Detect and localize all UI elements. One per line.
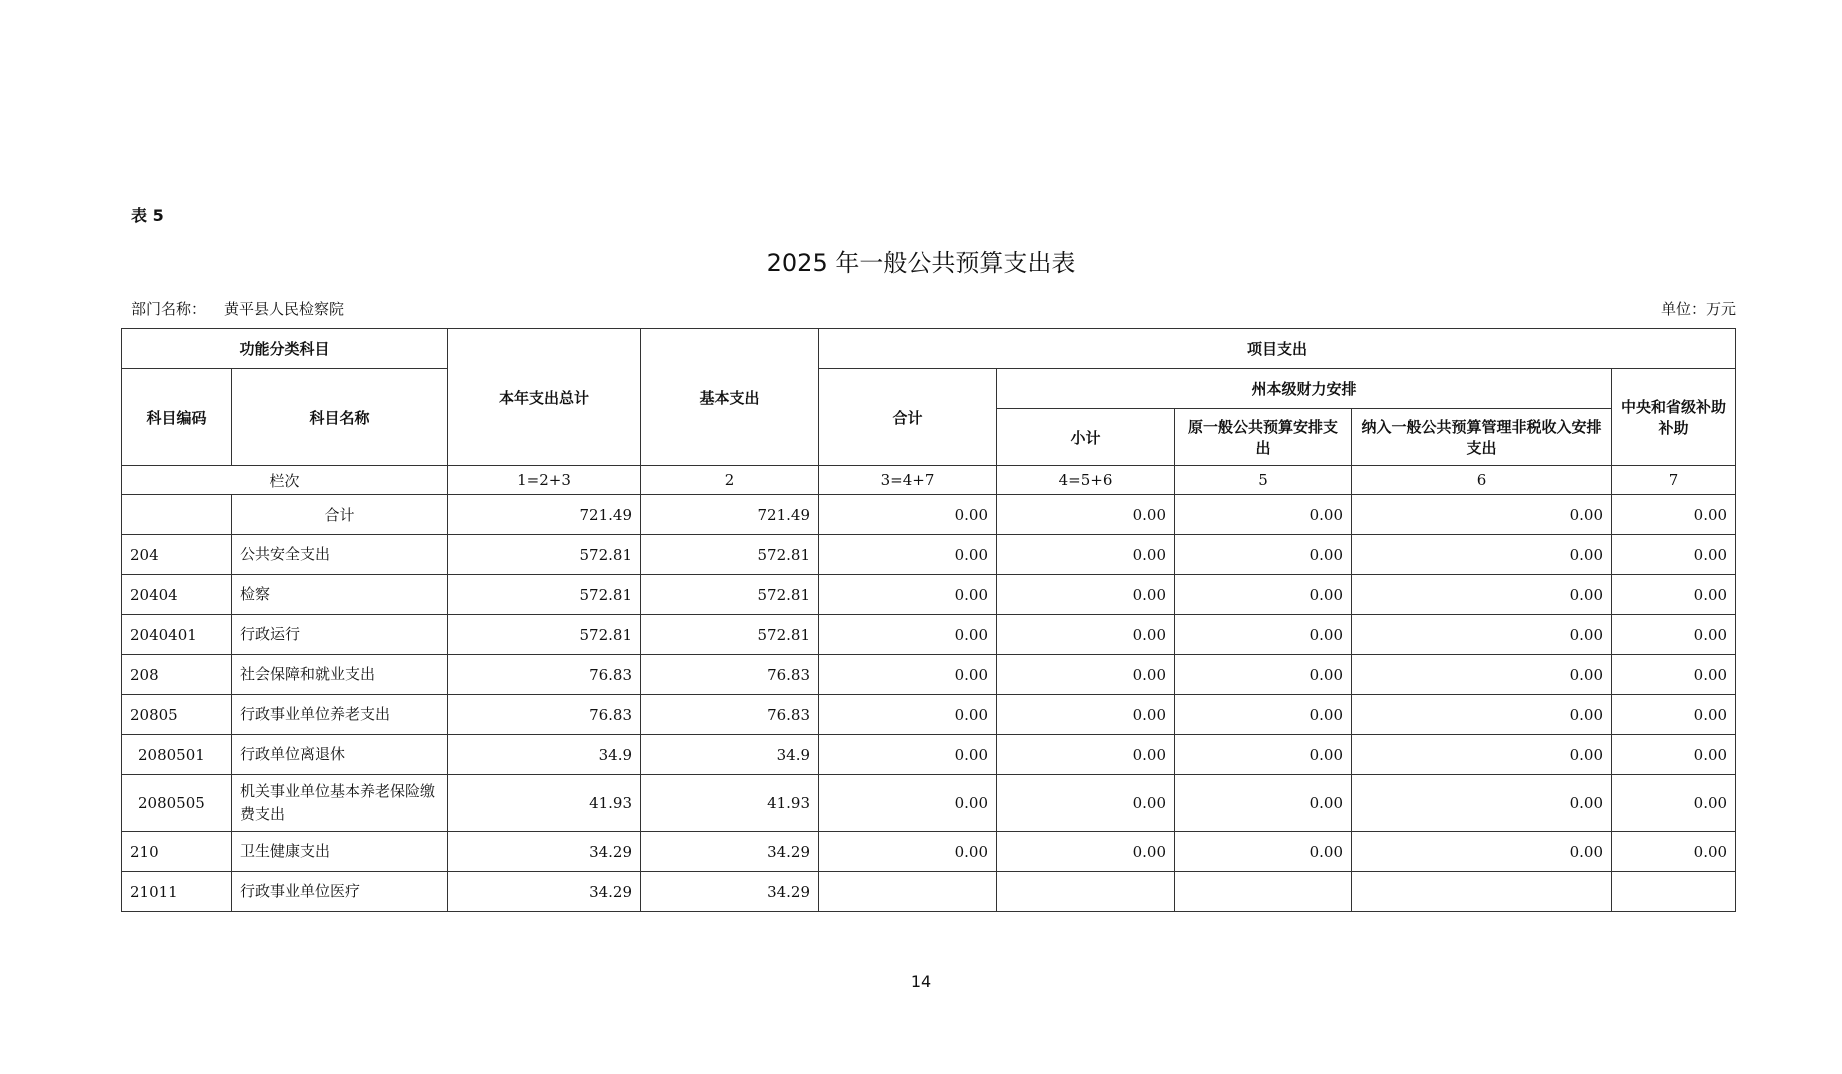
cell-central: 0.00 [1612, 832, 1736, 872]
cell-project-total: 0.00 [819, 695, 997, 735]
cell-project-total: 0.00 [819, 832, 997, 872]
cell-central: 0.00 [1612, 615, 1736, 655]
cell-total: 76.83 [448, 655, 641, 695]
cell-original: 0.00 [1175, 495, 1352, 535]
column-number: 1=2+3 [448, 466, 641, 495]
cell-code: 2040401 [122, 615, 232, 655]
cell-nontax: 0.00 [1352, 495, 1612, 535]
cell-name: 合计 [232, 495, 448, 535]
cell-project-total: 0.00 [819, 735, 997, 775]
header-project-total: 合计 [819, 369, 997, 466]
cell-total: 34.29 [448, 872, 641, 912]
cell-basic: 572.81 [641, 535, 819, 575]
cell-central: 0.00 [1612, 495, 1736, 535]
cell-central [1612, 872, 1736, 912]
header-subtotal: 小计 [997, 409, 1175, 466]
cell-central: 0.00 [1612, 735, 1736, 775]
cell-central: 0.00 [1612, 575, 1736, 615]
cell-code: 2080501 [122, 735, 232, 775]
cell-nontax: 0.00 [1352, 735, 1612, 775]
cell-subtotal: 0.00 [997, 615, 1175, 655]
header-functional-class: 功能分类科目 [122, 329, 448, 369]
table-row [122, 655, 1736, 695]
cell-nontax: 0.00 [1352, 775, 1612, 832]
page-title: 2025 年一般公共预算支出表 [766, 249, 1076, 277]
cell-central: 0.00 [1612, 695, 1736, 735]
cell-project-total: 0.00 [819, 775, 997, 832]
table-row [122, 615, 1736, 655]
cell-basic: 41.93 [641, 775, 819, 832]
table-row [122, 535, 1736, 575]
cell-subtotal: 0.00 [997, 535, 1175, 575]
cell-project-total: 0.00 [819, 495, 997, 535]
cell-total: 41.93 [448, 775, 641, 832]
page-number: 14 [910, 972, 932, 991]
header-name: 科目名称 [232, 369, 448, 466]
header-original: 原一般公共预算安排支出 [1175, 409, 1352, 466]
cell-basic: 572.81 [641, 615, 819, 655]
cell-basic: 34.29 [641, 832, 819, 872]
header-project: 项目支出 [819, 329, 1736, 369]
cell-name: 检察 [232, 575, 448, 615]
cell-code: 20805 [122, 695, 232, 735]
table-row [122, 775, 1736, 832]
cell-original: 0.00 [1175, 695, 1352, 735]
cell-nontax: 0.00 [1352, 615, 1612, 655]
table-row-total [122, 495, 1736, 535]
table-row [122, 872, 1736, 912]
department-line [131, 298, 344, 319]
cell-basic: 34.9 [641, 735, 819, 775]
table-row [122, 832, 1736, 872]
cell-original [1175, 872, 1352, 912]
table-row [122, 735, 1736, 775]
column-number: 7 [1612, 466, 1736, 495]
cell-total: 572.81 [448, 535, 641, 575]
cell-name: 卫生健康支出 [232, 832, 448, 872]
cell-total: 721.49 [448, 495, 641, 535]
cell-central: 0.00 [1612, 655, 1736, 695]
cell-nontax: 0.00 [1352, 535, 1612, 575]
cell-subtotal: 0.00 [997, 495, 1175, 535]
table-row [122, 575, 1736, 615]
header-nontax: 纳入一般公共预算管理非税收入安排支出 [1352, 409, 1612, 466]
cell-total: 572.81 [448, 615, 641, 655]
column-number: 4=5+6 [997, 466, 1175, 495]
cell-subtotal: 0.00 [997, 775, 1175, 832]
cell-total: 572.81 [448, 575, 641, 615]
cell-subtotal: 0.00 [997, 575, 1175, 615]
column-number: 3=4+7 [819, 466, 997, 495]
cell-project-total: 0.00 [819, 575, 997, 615]
cell-code: 210 [122, 832, 232, 872]
department-name: 黄平县人民检察院 [224, 300, 345, 318]
cell-name: 机关事业单位基本养老保险缴费支出 [232, 775, 448, 832]
cell-total: 76.83 [448, 695, 641, 735]
cell-basic: 721.49 [641, 495, 819, 535]
cell-name: 行政单位离退休 [232, 735, 448, 775]
cell-project-total: 0.00 [819, 615, 997, 655]
cell-original: 0.00 [1175, 535, 1352, 575]
cell-subtotal: 0.00 [997, 695, 1175, 735]
cell-original: 0.00 [1175, 655, 1352, 695]
table-label: 表 5 [131, 206, 164, 225]
cell-code: 20404 [122, 575, 232, 615]
cell-central: 0.00 [1612, 535, 1736, 575]
cell-project-total [819, 872, 997, 912]
header-total: 本年支出总计 [448, 329, 641, 466]
cell-name: 行政事业单位养老支出 [232, 695, 448, 735]
cell-original: 0.00 [1175, 832, 1352, 872]
column-number: 6 [1352, 466, 1612, 495]
cell-original: 0.00 [1175, 775, 1352, 832]
cell-code: 21011 [122, 872, 232, 912]
cell-code: 208 [122, 655, 232, 695]
unit-label: 单位：万元 [1660, 300, 1736, 318]
cell-central: 0.00 [1612, 775, 1736, 832]
cell-project-total: 0.00 [819, 535, 997, 575]
cell-original: 0.00 [1175, 735, 1352, 775]
cell-code [122, 495, 232, 535]
cell-name: 行政运行 [232, 615, 448, 655]
cell-project-total: 0.00 [819, 655, 997, 695]
cell-nontax: 0.00 [1352, 655, 1612, 695]
cell-subtotal: 0.00 [997, 832, 1175, 872]
cell-nontax: 0.00 [1352, 575, 1612, 615]
cell-name: 公共安全支出 [232, 535, 448, 575]
column-number: 5 [1175, 466, 1352, 495]
department-label: 部门名称： [131, 300, 207, 318]
cell-basic: 76.83 [641, 695, 819, 735]
cell-basic: 34.29 [641, 872, 819, 912]
cell-subtotal: 0.00 [997, 655, 1175, 695]
cell-total: 34.29 [448, 832, 641, 872]
cell-basic: 76.83 [641, 655, 819, 695]
cell-nontax: 0.00 [1352, 832, 1612, 872]
budget-expenditure-table [121, 328, 1736, 912]
cell-original: 0.00 [1175, 615, 1352, 655]
cell-code: 2080505 [122, 775, 232, 832]
cell-nontax [1352, 872, 1612, 912]
column-number-label: 栏次 [122, 466, 448, 495]
cell-subtotal: 0.00 [997, 735, 1175, 775]
column-number: 2 [641, 466, 819, 495]
header-central: 中央和省级补助补助 [1612, 369, 1736, 466]
cell-basic: 572.81 [641, 575, 819, 615]
cell-code: 204 [122, 535, 232, 575]
cell-total: 34.9 [448, 735, 641, 775]
cell-nontax: 0.00 [1352, 695, 1612, 735]
header-prefecture: 州本级财力安排 [997, 369, 1612, 409]
cell-name: 社会保障和就业支出 [232, 655, 448, 695]
table-row [122, 695, 1736, 735]
cell-subtotal [997, 872, 1175, 912]
header-basic: 基本支出 [641, 329, 819, 466]
cell-name: 行政事业单位医疗 [232, 872, 448, 912]
header-code: 科目编码 [122, 369, 232, 466]
cell-original: 0.00 [1175, 575, 1352, 615]
